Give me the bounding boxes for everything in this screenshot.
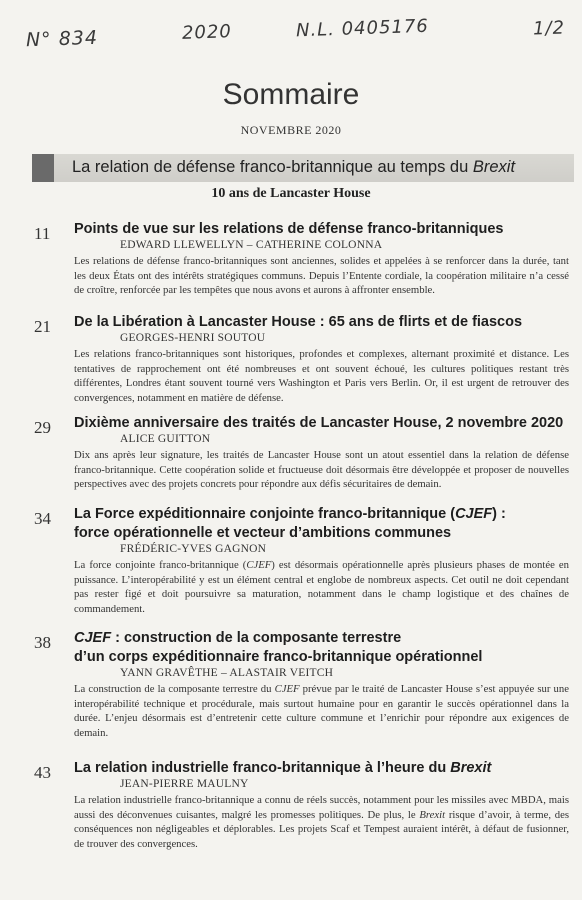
entry-summary: Dix ans après leur signature, les traités de Lancaster House sont un atout essentiel dans la relation de défense franco-britannique. Cette coopération solide et fructueuse doit désormais être développée et proposer de nouvelles perspectives avec des projets concrets pour répondre aux défis sécuritaires de demain. [74,449,569,491]
entry-title-line: d’un corps expéditionnaire franco-britannique opérationnel [74,649,483,665]
section-title-text: La relation de défense franco-britannique au temps du [72,158,469,176]
handwritten-fraction: 1/2 [532,17,566,40]
entry-title-line: CJEF : construction de la composante terrestre [74,630,402,646]
entry-title [74,629,564,667]
issue-date: NOVEMBRE 2020 [240,123,342,137]
entry-title-line: De la Libération à Lancaster House : 65 ans de flirts et de fiascos [74,314,523,330]
entry-title-line: La relation industrielle franco-britannique à l’heure du Brexit [74,760,492,776]
handwritten-reference: N.L. 0405176 [295,15,430,42]
page-number: 29 [34,418,51,437]
entry-title-line: La Force expéditionnaire conjointe franco-britannique (CJEF) : [74,506,506,522]
entry-authors: GEORGES-HENRI SOUTOU [120,332,266,344]
entry-title [74,313,564,332]
entry-title-line: Points de vue sur les relations de défense franco-britanniques [74,221,504,237]
entry-title [74,759,564,778]
entry-summary: Les relations de défense franco-britanniques sont anciennes, solides et appelées à se renforcer dans la durée, tant les deux États ont des intérêts stratégiques communs. Depuis l’Entente cordiale, la coopération militaire n’a cessé de croître, renforcée par les tempêtes que nous avons et aurons à affronter ensemble. [74,255,569,297]
page-number: 34 [34,509,51,528]
entry-summary: La force conjointe franco-britannique (CJEF) est désormais opérationnelle après plusieurs phases de montée en puissance. L’interopérabilité y est un élément central et englobe de nombreux aspects. Cet outil ne doit cependant pas rester figé et doit poursuivre sa maturation, notamment dans le champ logistique et des chaînes de commandement. [74,559,569,615]
entry-authors: JEAN-PIERRE MAULNY [120,778,249,790]
entry-authors: YANN GRAVÊTHE – ALASTAIR VEITCH [120,667,334,679]
section-title [72,158,515,177]
entry-title [74,414,564,433]
entry-summary: La relation industrielle franco-britannique a connu de réels succès, notamment pour les missiles avec MBDA, mais aussi des déconvenues cuisantes, malgré les promesses politiques. De plus, le Brexit risque d’avoir, à terme, des conséquences non négligeables et déplorables. Les projets Scaf et Tempest auraient intérêt, à défaut de fusionner, de trouver des convergences. [74,794,569,850]
entry-title [74,220,564,239]
handwritten-number: N° 834 [25,26,99,52]
entry-summary: Les relations franco-britanniques sont historiques, profondes et complexes, alternant proximité et distance. Les tentatives de rapprochement ont été nombreuses et ont souvent échoué, les cultures politiques restant très différentes, Londres étant souvent tourné vers Washington et Paris vers Berlin. Or, il est urgent de retrouver des convergences, notamment en matière de défense. [74,348,569,404]
page-number: 11 [34,224,51,243]
entry-title [74,505,564,543]
page-number: 43 [34,763,51,782]
entry-authors: EDWARD LLEWELLYN – CATHERINE COLONNA [120,239,383,251]
page-number: 21 [34,317,51,336]
banner-marker [32,154,54,182]
entry-authors: FRÉDÉRIC-YVES GAGNON [120,543,267,555]
entry-authors: ALICE GUITTON [120,433,211,445]
page-number: 38 [34,633,51,652]
page-title: Sommaire [222,78,360,111]
handwritten-year: 2020 [181,21,233,44]
entry-summary: La construction de la composante terrestre du CJEF prévue par le traité de Lancaster House s’est appuyée sur une interopérabilité technique et procédurale, mais surtout humaine pour en garantir le succès opérationnel dans la durée. L’enjeu désormais est d’entretenir cette culture commune et l’enrichir pour répondre aux exigences de demain. [74,683,569,739]
section-subtitle: 10 ans de Lancaster House [211,186,371,201]
section-title-italic: Brexit [472,158,516,176]
entry-title-line: Dixième anniversaire des traités de Lancaster House, 2 novembre 2020 [74,415,564,431]
section-banner [32,154,574,182]
entry-title-line: force opérationnelle et vecteur d’ambitions communes [74,525,452,541]
